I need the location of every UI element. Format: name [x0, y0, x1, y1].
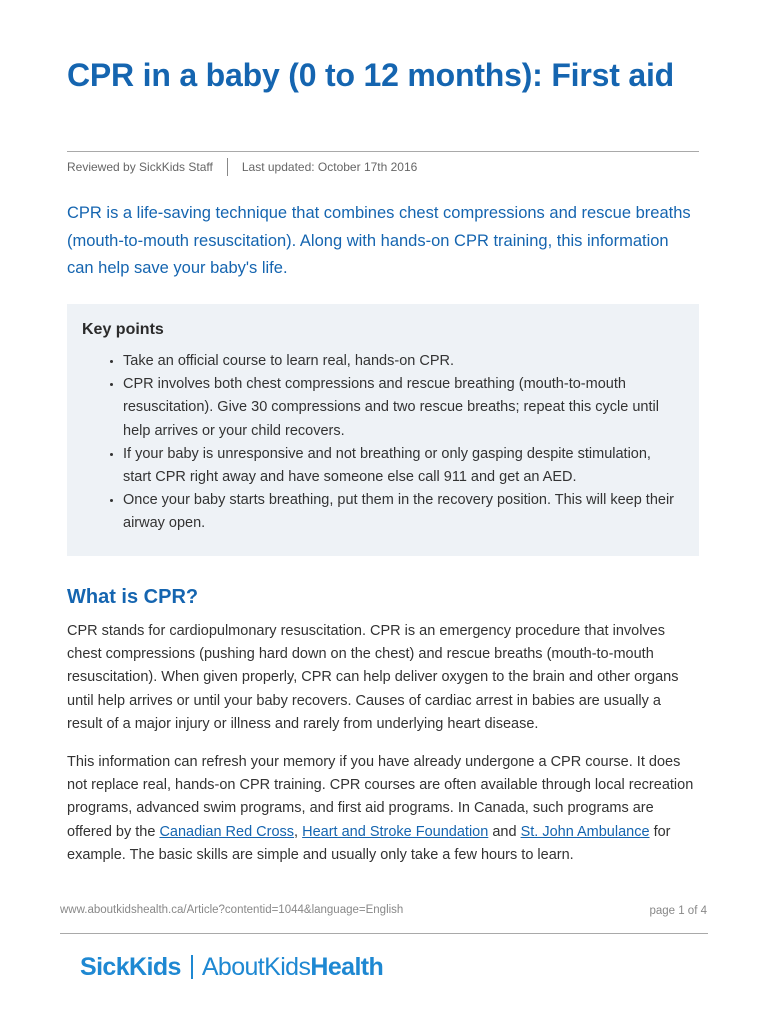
paragraph-what-is-cpr: CPR stands for cardiopulmonary resuscitation. CPR is an emergency procedure that involves chest compressions (pushing hard down on the chest) and rescue breaths (mouth-to-mouth resuscitation). When given properly, CPR can help deliver oxygen to the brain and other organs until help arrives or until your baby recovers. Causes of cardiac arrest in babies are usually a result of a major injury or illness and rarely from underlying heart disease.	[67, 623, 679, 732]
brand-logo	[80, 950, 383, 984]
list-item: • If your baby is unresponsive and not breathing or only gasping despite stimulation, start CPR right away and have someone else call 911 and get an AED.	[123, 443, 683, 489]
section-heading: What is CPR?	[67, 586, 199, 608]
paragraph-courses	[67, 751, 699, 867]
list-item: • CPR involves both chest compressions and rescue breathing (mouth-to-mouth resuscitation). Give 30 compressions and two rescue breaths; repeat this cycle until help arrives or your child recovers.	[123, 373, 683, 443]
link-canadian-red-cross[interactable]: Canadian Red Cross	[159, 823, 295, 840]
title-divider	[67, 151, 699, 152]
logo-divider	[191, 955, 193, 979]
reviewed-by: Reviewed by SickKids Staff	[67, 160, 213, 174]
footer-divider	[60, 933, 708, 934]
paragraph-text: This information can refresh your memory if you have already undergone a CPR course. It does not replace real, hands-on CPR training. CPR courses are often available through local recreation programs, advanced swim programs, and first aid programs. In Canada, such programs are offered by the	[67, 754, 694, 840]
intro-paragraph: CPR is a life-saving technique that combines chest compressions and rescue breaths (mouth-to-mouth resuscitation). Along with hands-on CPR training, this information can help save your baby's life.	[67, 204, 691, 277]
page-number: page 1 of 4	[649, 905, 707, 917]
page-title: CPR in a baby (0 to 12 months): First aid	[67, 57, 674, 93]
paragraph-text: and	[488, 823, 521, 840]
list-item: • Take an official course to learn real, hands-on CPR.	[123, 350, 683, 373]
link-st-john-ambulance[interactable]: St. John Ambulance	[520, 823, 650, 840]
footer-url: www.aboutkidshealth.ca/Article?contentid=1044&language=English	[60, 904, 404, 916]
aboutkids-logo-text: AboutKids	[201, 953, 311, 981]
key-points-list	[82, 350, 683, 536]
sickkids-logo-text: SickKids	[80, 953, 181, 981]
health-logo-text: Health	[310, 953, 384, 981]
key-points-box	[67, 304, 699, 556]
list-item: • Once your baby starts breathing, put them in the recovery position. This will keep their airway open.	[123, 489, 683, 535]
meta-separator	[227, 158, 228, 176]
paragraph-text: for example. The basic skills are simple and usually only take a few hours to learn.	[67, 823, 671, 863]
link-heart-and-stroke[interactable]: Heart and Stroke Foundation	[302, 823, 489, 840]
paragraph-text: ,	[294, 823, 303, 840]
key-points-heading: Key points	[82, 321, 164, 338]
article-meta	[67, 158, 417, 176]
last-updated: Last updated: October 17th 2016	[241, 160, 418, 174]
